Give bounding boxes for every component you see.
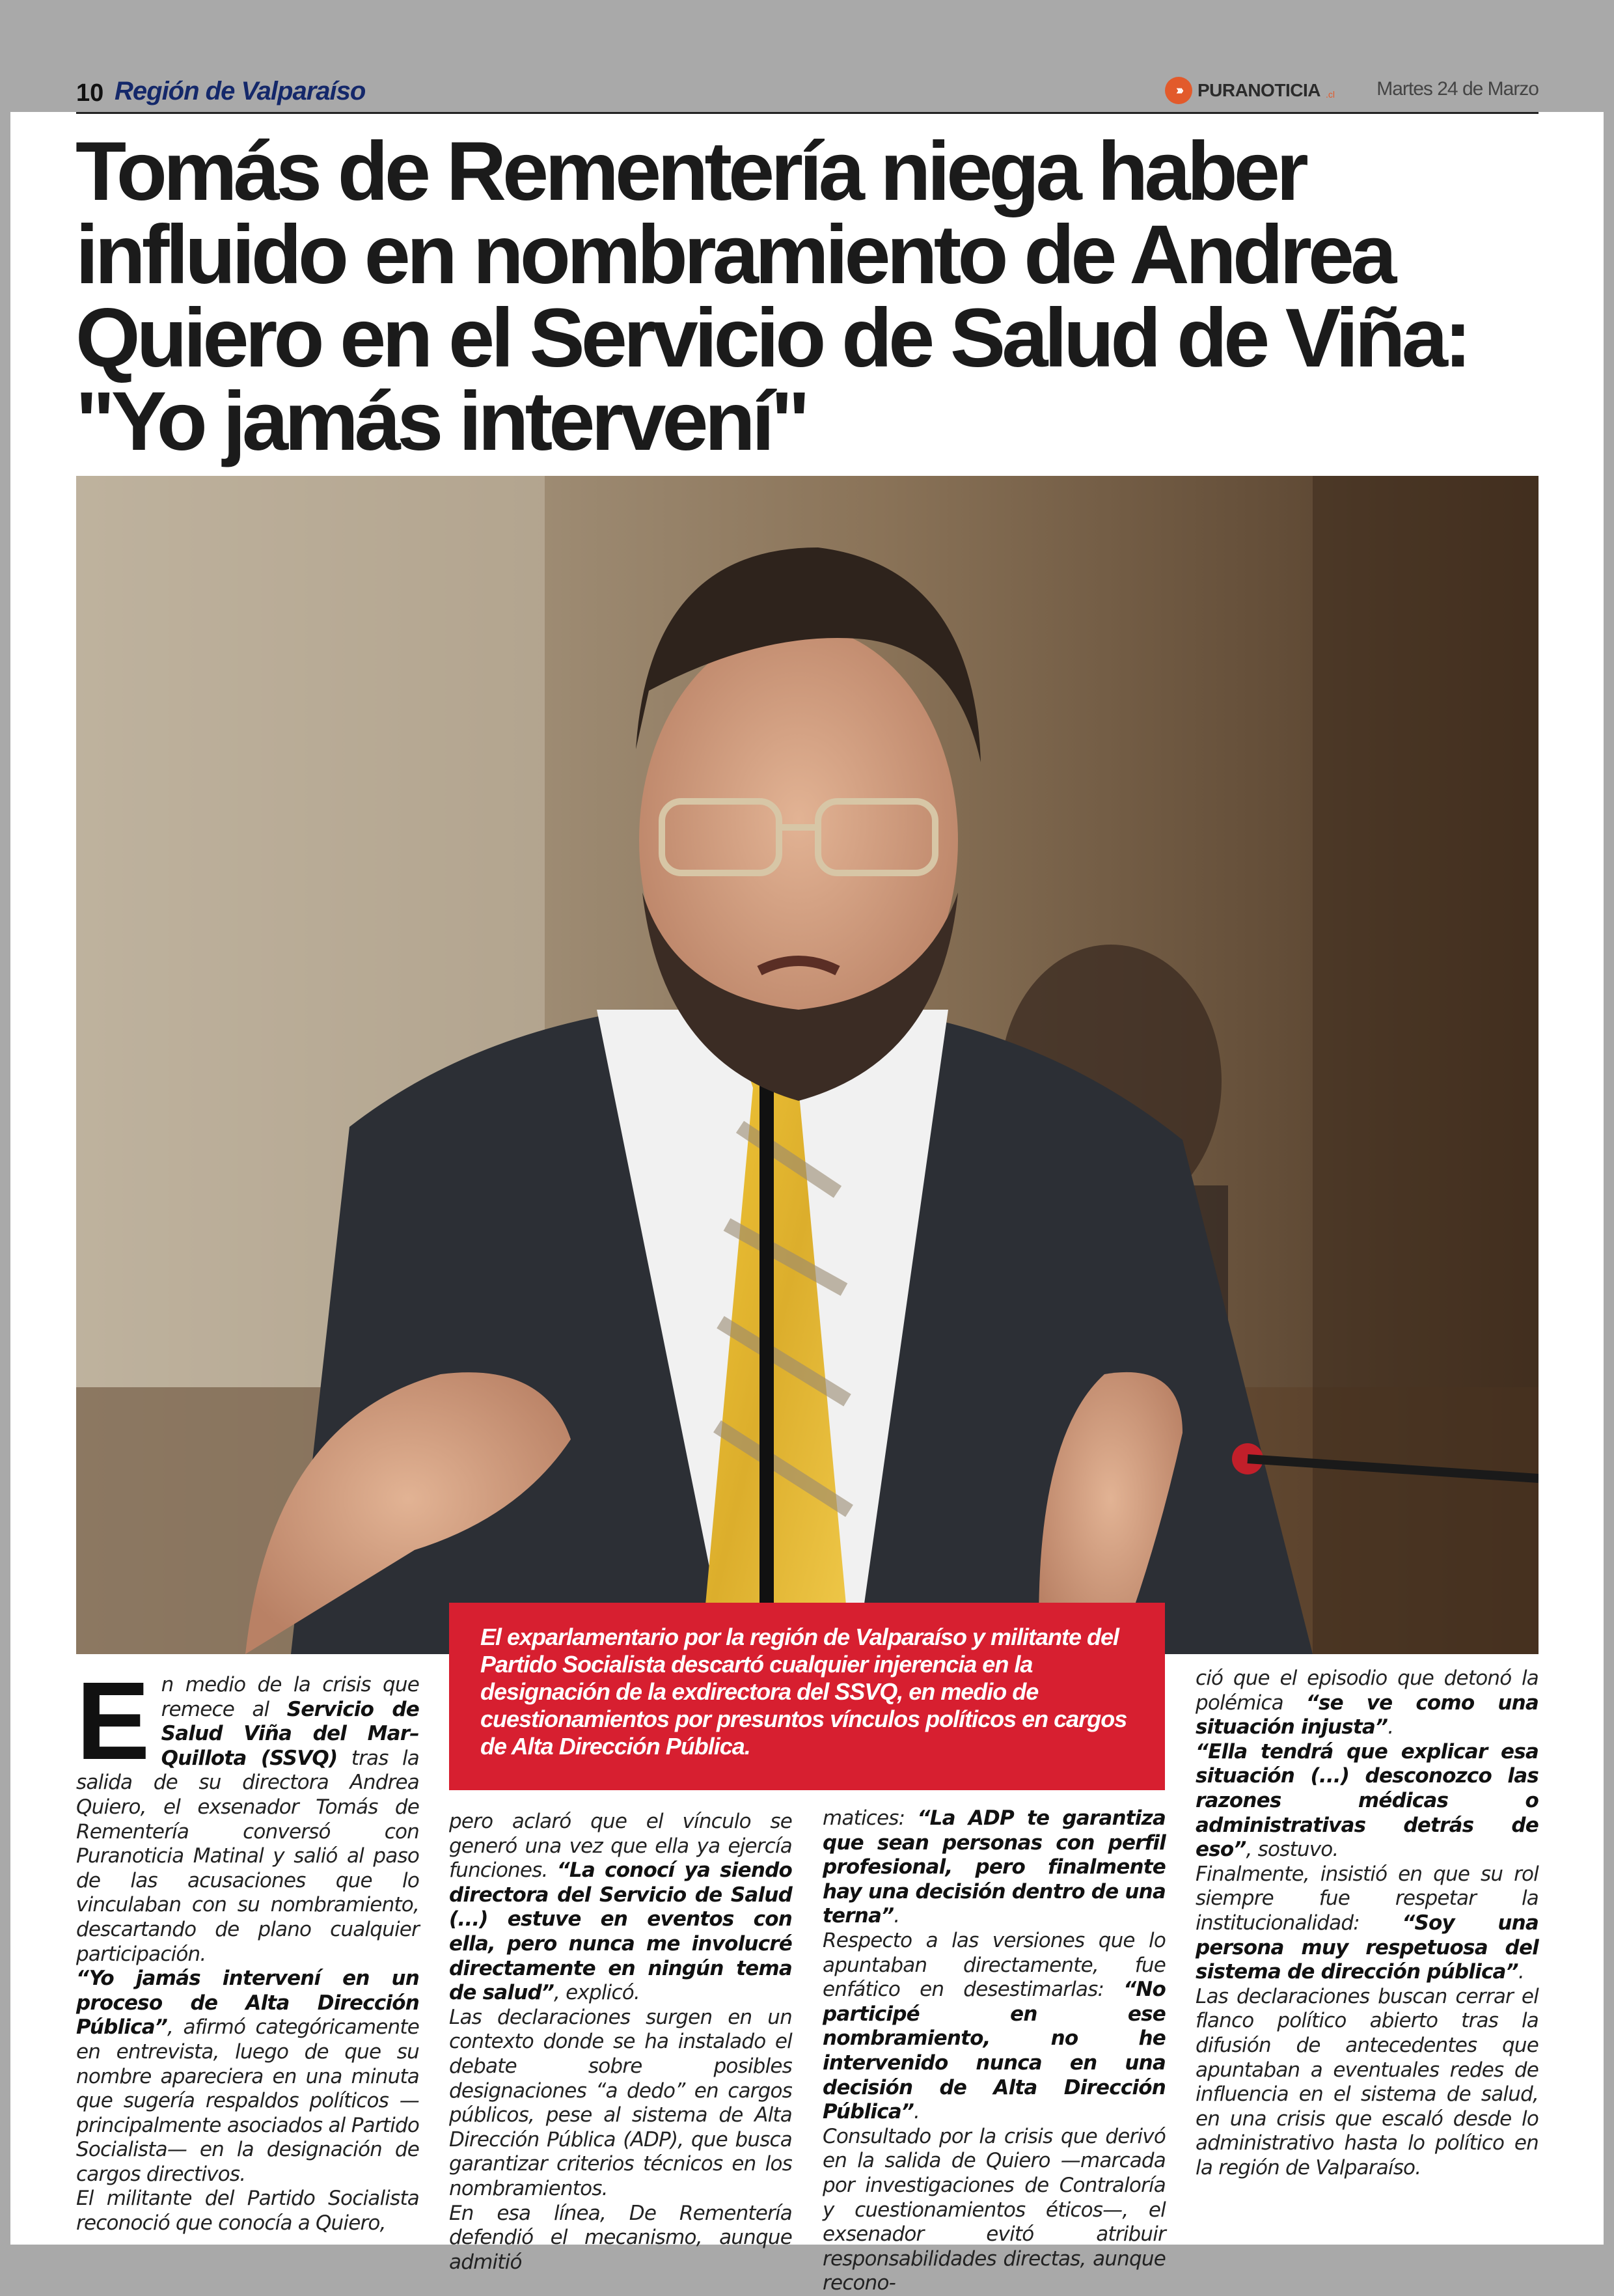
article-text: Finalmente, insistió en que su rol siempre fue respetar la institucionalidad: <box>1196 1862 1539 1935</box>
article-text: . <box>914 2100 920 2124</box>
article-column-1 <box>76 1659 419 2236</box>
article-quote: “Yo jamás intervení en un proceso de Alta Dirección Pública” <box>76 1967 419 2040</box>
article-text: . <box>894 1904 900 1928</box>
article-text: pero aclaró que el vínculo se generó una vez que ella ya ejercía funciones. <box>449 1810 792 1883</box>
article-text: . <box>1518 1960 1524 1984</box>
article-quote: “Soy una persona muy respetuosa del sistema de dirección pública” <box>1196 1911 1539 1984</box>
article-text: , explicó. <box>554 1981 640 2005</box>
headline: Tomás de Rementería niega haber influido en nombramiento de Andrea Quiero en el Servicio de Salud de Viña: "Yo jamás intervení" <box>75 125 1468 468</box>
article-photo <box>76 476 1539 1654</box>
article-quote: “La conocí ya siendo directora del Servicio de Salud (...) estuve en eventos con ella, pero nunca me involucré directamente en ningún tema de salud” <box>449 1859 792 2005</box>
article-emphasis: Servicio de Salud Viña del Mar–Quillota (SSVQ) <box>161 1697 419 1770</box>
photo-caption: El exparlamentario por la región de Valparaíso y militante del Partido Socialista descartó cualquier injerencia en la designación de la exdirectora del SSVQ, en medio de cuestionamientos por presuntos vínculos políticos en cargos de Alta Dirección Pública. <box>449 1603 1165 1790</box>
page-number: 10 <box>76 79 104 107</box>
article-text: tras la salida de su directora Andrea Quiero, el exsenador Tomás de Rementería conversó con Puranoticia Matinal y salió al paso de las acusaciones que lo vinculaban con su nombramiento, descartando de plano cualquier participación. <box>76 1746 419 1966</box>
logo-suffix: .cl <box>1325 89 1335 100</box>
article-column-2 <box>449 1810 792 2275</box>
publication-logo <box>1165 76 1335 105</box>
article-text: matices: <box>823 1806 918 1830</box>
article-text: ció que el episodio que detonó la polémica <box>1196 1667 1539 1715</box>
article-text: Las declaraciones buscan cerrar el flanco político abierto tras la difusión de antecedentes que apuntaban a eventuales redes de influencia en el sistema de salud, en una crisis que escaló desde lo administrativo hasta lo político en la región de Valparaíso. <box>1196 1984 1539 2179</box>
logo-text: PURANOTICIA <box>1197 80 1320 100</box>
article-text: n medio de la crisis que remece al <box>161 1673 419 1721</box>
article-text: Respecto a las versiones que lo apuntaban directamente, fue enfático en desestimarlas: <box>823 1928 1166 2002</box>
article-text: , afirmó categóricamente en entrevista, luego de que su nombre apareciera en una minuta que sugería respaldos políticos —principalmente asociados al Partido Socialista— en la designación de cargos directivos. <box>76 2015 419 2186</box>
article-text: Consultado por la crisis que derivó en la salida de Quiero —marcada por investigaciones de Contraloría y cuestionamientos éticos—, el exsenador evitó atribuir responsabilidades directas, aunque recono- <box>823 2124 1166 2295</box>
article-quote: “No participé en ese nombramiento, no he intervenido nunca en una decisión de Alta Dirección Pública” <box>823 1978 1166 2124</box>
article-text: Las declaraciones surgen en un contexto donde se ha instalado el debate sobre posibles designaciones “a dedo” en cargos públicos, pese al sistema de Alta Dirección Pública (ADP), que busca garantizar criterios técnicos en los nombramientos. <box>449 2005 792 2200</box>
section-title: Región de Valparaíso <box>115 77 366 105</box>
drop-cap: E <box>76 1659 150 1783</box>
article-text: . <box>1388 1715 1394 1739</box>
article-quote: “Ella tendrá que explicar esa situación (...) desconozco las razones médicas o administrativas detrás de eso” <box>1196 1739 1539 1862</box>
article-quote: “se ve como una situación injusta” <box>1196 1691 1539 1739</box>
article-column-3 <box>823 1806 1166 2296</box>
header-rule <box>76 112 1539 114</box>
article-text: , sostuvo. <box>1246 1838 1339 1862</box>
article-column-4 <box>1196 1667 1539 2180</box>
article-text: El militante del Partido Socialista reconoció que conocía a Quiero, <box>76 2187 419 2235</box>
article-text: En esa línea, De Rementería defendió el mecanismo, aunque admitió <box>449 2201 792 2274</box>
article-quote: “La ADP te garantiza que sean personas con perfil profesional, pero finalmente hay una decisión dentro de una terna” <box>823 1806 1166 1928</box>
issue-date: Martes 24 de Marzo <box>1376 78 1539 100</box>
chevrons-icon: ››› <box>1165 77 1192 104</box>
